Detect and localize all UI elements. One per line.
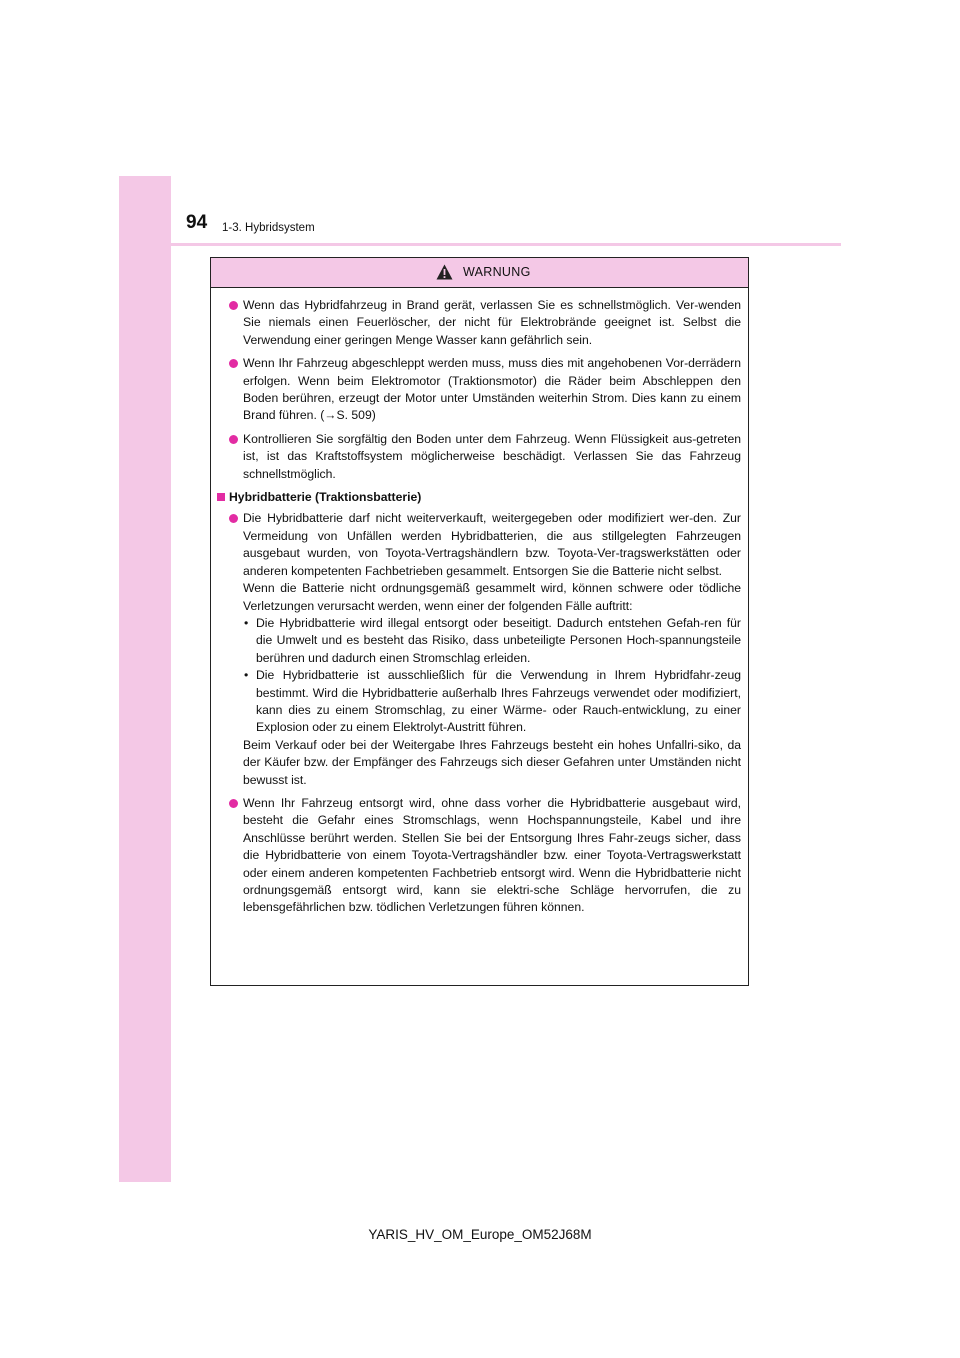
warning-header — [211, 258, 748, 288]
warning-item-text: Kontrollieren Sie sorgfältig den Boden unter dem Fahrzeug. Wenn Flüssigkeit aus-getreten ist, ist das Kraftstoffsystem möglicherweise beschädigt. Verlassen Sie das Fahrzeug schnellstmöglich. — [243, 431, 741, 481]
bullet-point-icon: • — [244, 668, 249, 683]
subsection-heading — [216, 489, 741, 506]
bullet-dot-icon — [229, 301, 238, 310]
document-footer: YARIS_HV_OM_Europe_OM52J68M — [368, 1227, 592, 1242]
warning-item-paragraph: Beim Verkauf oder bei der Weitergabe Ihres Fahrzeugs besteht ein hohes Unfallri-siko, da der Käufer bzw. der Empfänger des Fahrzeugs sich dieser Gefahren unter Umständen nicht bewusst ist. — [243, 737, 741, 787]
warning-item-text: Wenn Ihr Fahrzeug entsorgt wird, ohne dass vorher die Hybridbatterie ausgebaut wird, besteht die Gefahr eines Stromschlags, wenn Hochspannungsteile, Kabel und ihre Anschlüsse berührt werden. Stellen Sie bei der Entsorgung Ihres Fahr-zeugs sicher, dass die Hybridbatterie von einem Toyota-Vertragshändler bzw. einer Toyota-Vertragswerkstatt oder einem anderen kompetenten Fachbetrieb entsorgt wird. Wenn die Hybridbatterie nicht ordnungsgemäß entsorgt wird, kann sie elektri-sche Schläge hervorrufen, die zu lebensgefährlichen bzw. tödlichen Verletzungen führen können. — [243, 795, 741, 915]
warning-item — [216, 510, 741, 789]
square-bullet-icon — [217, 493, 225, 501]
section-title: 1-3. Hybridsystem — [222, 222, 315, 234]
consequence-list — [243, 615, 741, 737]
warning-item-paragraph: Wenn die Batterie nicht ordnungsgemäß gesammelt wird, können schwere oder tödliche Verletzungen verursacht werden, wenn einer der folgenden Fälle auftritt: — [243, 581, 741, 613]
bullet-dot-icon — [229, 359, 238, 368]
warning-item — [216, 297, 741, 349]
warning-triangle-icon — [436, 264, 453, 280]
subsection-title: Hybridbatterie (Traktionsbatterie) — [229, 490, 422, 505]
warning-item-text: Wenn das Hybridfahrzeug in Brand gerät, verlassen Sie es schnellstmöglich. Ver-wenden Sie niemals einen Feuerlöscher, der nicht für Elektrobrände geeignet ist. Selbst die Verwendung einer geringen Menge Wasser kann gefährlich sein. — [243, 298, 741, 347]
bullet-dot-icon — [229, 435, 238, 444]
bullet-dot-icon — [229, 514, 238, 523]
bullet-dot-icon — [229, 799, 238, 808]
list-item-text: Die Hybridbatterie wird illegal entsorgt oder beseitigt. Dadurch entstehen Gefah-ren für die Umwelt und es besteht das Risiko, dass unbeteiligte Personen Hoch-spannungsteile berühren und dadurch einen Stromschlag erleiden. — [256, 615, 741, 665]
page-number: 94 — [186, 212, 208, 233]
list-item — [243, 667, 741, 737]
warning-title: WARNUNG — [463, 265, 531, 279]
warning-item-text: Die Hybridbatterie darf nicht weiterverkauft, weitergegeben oder modifiziert wer-den. Zur Vermeidung von Unfällen werden Hybridbatterien, die aus stillgelegten Fahrzeugen ausgebaut wurden, von Toyota-Vertragshändlern bzw. Toyota-Ver-tragswerkstätten oder anderen kompetenten Fachbetrieben gesammelt. Entsorgen Sie die Batterie nicht selbst. — [243, 511, 741, 578]
warning-item-text: Wenn Ihr Fahrzeug abgeschleppt werden muss, muss dies mit angehobenen Vor-derrädern erfolgen. Wenn beim Elektromotor (Traktionsmotor) die Räder beim Abschleppen den Boden berühren, erzeugt der Motor unter Umständen weiterhin Strom. Dies kann zu einem Brand führen. (→S. 509) — [243, 356, 741, 423]
warning-body — [211, 287, 748, 923]
bullet-point-icon: • — [244, 615, 249, 630]
chapter-side-band — [119, 176, 171, 1182]
warning-item — [216, 795, 741, 917]
header-rule — [171, 243, 841, 246]
list-item-text: Die Hybridbatterie ist ausschließlich für die Verwendung in Ihrem Hybridfahr-zeug bestimmt. Wird die Hybridbatterie außerhalb Ihres Fahrzeugs verwendet oder modifiziert, kann dies zu einem Stromschlag, zu einer Wärme- oder Rauch-entwicklung, zu einer Explosion oder zu einem Elektrolyt-Austritt führen. — [256, 668, 741, 735]
warning-box — [210, 257, 749, 986]
list-item — [243, 615, 741, 667]
warning-item — [216, 355, 741, 425]
warning-item — [216, 431, 741, 483]
